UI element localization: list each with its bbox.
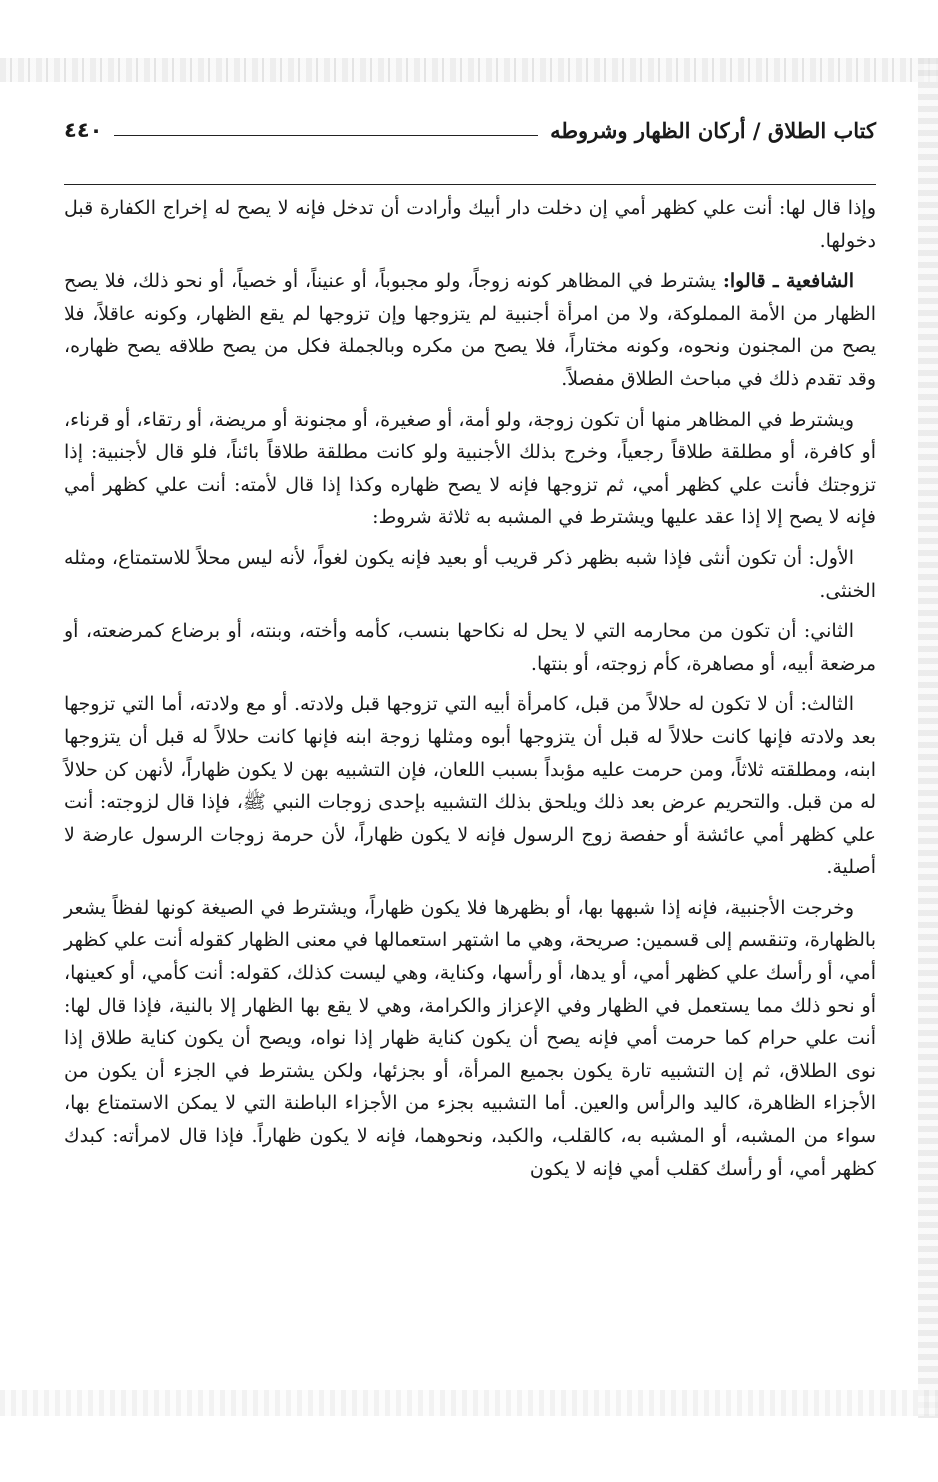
running-title: كتاب الطلاق / أركان الظهار وشروطه: [550, 117, 876, 143]
paragraph-3: [64, 404, 876, 534]
school-heading: الشافعية ـ قالوا:: [722, 270, 855, 293]
paragraph-text: وخرجت الأجنبية، فإنه إذا شبهها بها، أو بظهرها فلا يكون ظهاراً، ويشترط في الصيغة كونها لفظاً يشعر بالظهارة، وتنقسم إلى قسمين: صريحة، وهي ما اشتهر استعمالها في معنى الظهار كقوله أنت علي كظهر أمي، أو رأسك علي كظهر أمي، أو يدها، أو رأسها، وكناية، وهي ليست كذلك، كقوله: أنت كأمي، أو كعينها، أو نحو ذلك مما يستعمل في الظهار وفي الإعزاز والكرامة، وهي لا يقع بها الظهار إلا بالنية، فإذا قال لها: أنت علي حرام كما حرمت أمي فإنه يصح أن يكون كناية ظهار إذا نواه، ويصح أن يكون كناية طلاق إذا نوى الطلاق، ثم إن التشبيه تارة يكون بجميع المرأة، أو بجزئها، ولكن يشترط في الجزء أن يكون من الأجزاء الظاهرة، كاليد والرأس والعين. أما التشبيه بجزء من الأجزاء الباطنة التي لا يمكن الاستمتاع بها، سواء من المشبه، أو المشبه به، كالقلب، والكبد، ونحوهما، فإنه لا يكون ظهاراً. فإذا قال لامرأته: كبدك كظهر أمي، أو رأسك كقلب أمي فإنه لا يكون: [64, 896, 876, 1180]
paragraph-shafii: [64, 265, 876, 395]
paragraph-text: وإذا قال لها: أنت علي كظهر أمي إن دخلت دار أبيك وأرادت أن تدخل فإنه لا يصح له إخراج الكفارة قبل دخولها.: [64, 197, 876, 252]
paragraph-text: الأول: أن تكون أنثى فإذا شبه بظهر ذكر قريب أو بعيد فإنه يكون لغواً، لأنه ليس محلاً للاستمتاع، ومثله الخنثى.: [64, 546, 876, 602]
page-body: [64, 192, 876, 1185]
page-header: [64, 112, 876, 148]
paragraph-text: ويشترط في المظاهر منها أن تكون زوجة، ولو أمة، أو صغيرة، أو مجنونة أو مريضة، أو رتقاء، أو قرناء، أو كافرة، أو مطلقة طلاقاً رجعياً، وخرج بذلك الأجنبية ولو كانت مطلقة طلاقاً بائناً، فلو قال لأجنبية: إذا تزوجتك فأنت علي كظهر أمي، ثم تزوجها فإنه لا يصح ظهاره وكذا إذا قال لأمته: أنت علي كظهر أمي فإنه لا يصح إلا إذا عقد عليها ويشترط في المشبه به ثلاثة شروط:: [64, 408, 876, 529]
content-top-rule: [64, 184, 876, 185]
decorative-border-right: [918, 58, 938, 1418]
paragraph-condition-3: [64, 688, 876, 884]
paragraph-condition-1: [64, 542, 876, 607]
paragraph-text: يشترط في المظاهر كونه زوجاً، ولو مجبوباً، أو عنيناً، أو خصياً، أو نحو ذلك، فلا يصح الظهار من الأمة المملوكة، ولا من امرأة أجنبية لم يتزوجها وإن تزوجها لم يقع الظهار، وكونه عاقلاً، فلا يصح من المجنون ونحوه، وكونه مختاراً، فلا يصح من مكره وبالجملة فكل من يصح طلاقه يصح ظهاره، وقد تقدم ذلك في مباحث الطلاق مفصلاً.: [64, 270, 876, 390]
decorative-border-bottom: [0, 1390, 938, 1416]
paragraph-7: [64, 892, 876, 1185]
page-number: ٤٤٠: [64, 118, 103, 142]
paragraph-text: الثالث: أن لا تكون له حلالاً من قبل، كامرأة أبيه التي تزوجها قبل ولادته. أو مع ولادته، أما التي تزوجها بعد ولادته فإنها كانت حلالاً له قبل أن يتزوجها أبوه ومثلها زوجة ابنه فإنها كانت حلالاً له قبل أن يتزوجها ابنه، ومطلقته ثلاثاً، ومن حرمت عليه مؤبداً بسبب اللعان، فإن التشبيه بهن لا يكون ظهاراً، لأنهن كن حلالاً له من قبل. والتحريم عرض بعد ذلك ويلحق بذلك التشبيه بإحدى زوجات النبي ﷺ، فإذا قال لزوجته: أنت علي كظهر أمي عائشة أو حفصة زوج الرسول فإنه لا يكون ظهاراً، لأن حرمة زوجات الرسول عارضة لا أصلية.: [64, 693, 876, 879]
paragraph-condition-2: [64, 615, 876, 680]
paragraph-1: [64, 192, 876, 257]
decorative-border-top: [0, 58, 938, 82]
header-rule: [114, 135, 538, 136]
paragraph-text: الثاني: أن تكون من محارمه التي لا يحل له نكاحها بنسب، كأمه وأخته، وبنته، أو برضاع كمرضعته، أو مرضعة أبيه، أو مصاهرة، كأم زوجته، أو بنتها.: [64, 620, 876, 675]
